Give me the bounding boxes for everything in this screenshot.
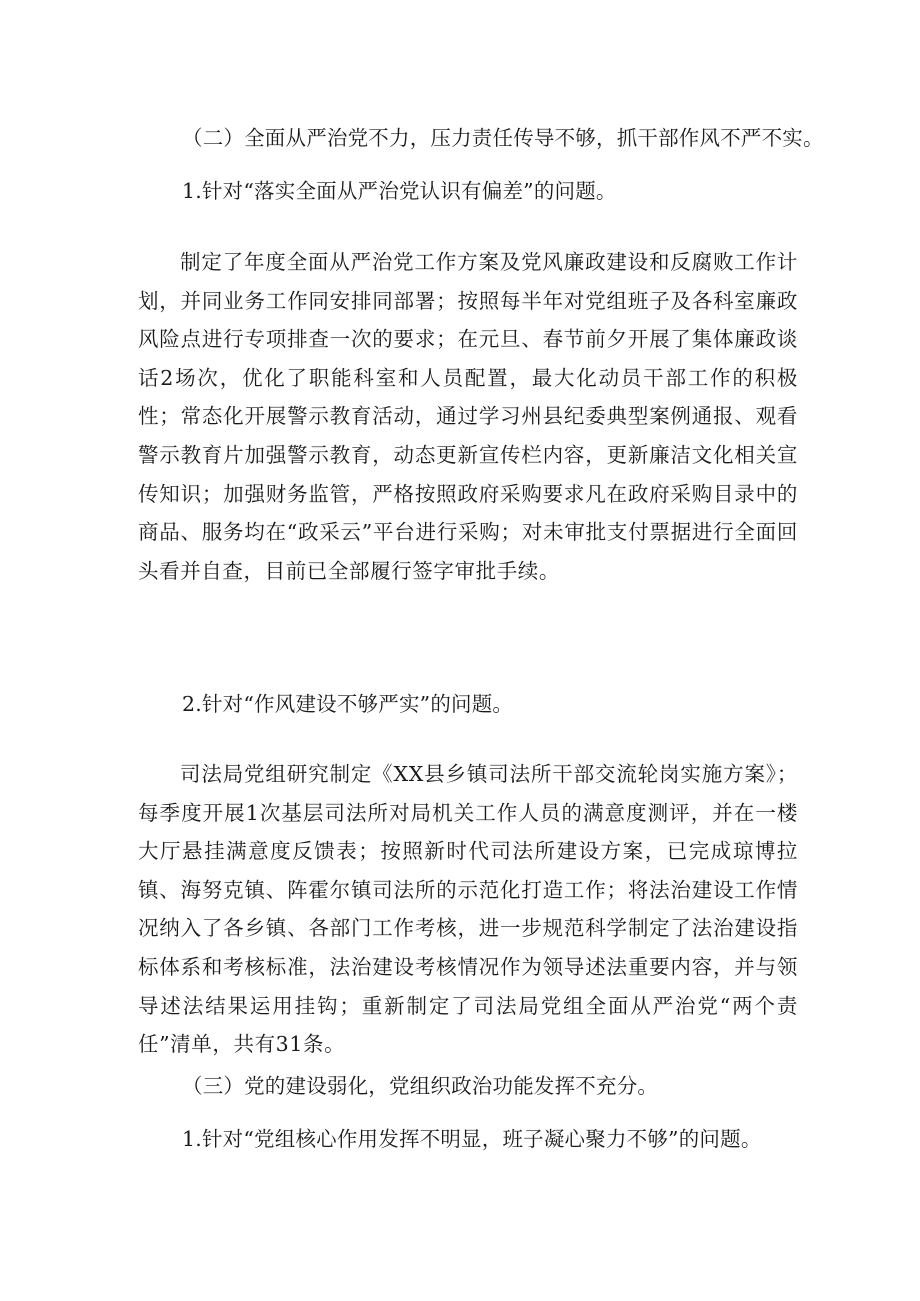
section2-item1-body: 制定了年度全面从严治党工作方案及党风廉政建设和反腐败工作计划，并同业务工作同安排同部署；按照每半年对党组班子及各科室廉政风险点进行专项排查一次的要求；在元旦、春节前夕开展了集体廉政谈话2场次，优化了职能科室和人员配置，最大化动员干部工作的积极性；常态化开展警示教育活动，通过学习州县纪委典型案例通报、观看警示教育片加强警示教育，动态更新宣传栏内容，更新廉洁文化相关宣传知识；加强财务监管，严格按照政府采购要求凡在政府采购目录中的商品、服务均在“政采云”平台进行采购；对未审批支付票据进行全面回头看并自查，目前已全部履行签字审批手续。: [138, 250, 798, 583]
section2-item1-heading: 1.针对“落实全面从严治党认识有偏差”的问题。: [182, 179, 617, 203]
section2-item2-heading: 2.针对“作风建设不够严实”的问题。: [182, 692, 514, 716]
section2-item2-body: 司法局党组研究制定《XX县乡镇司法所干部交流轮岗实施方案》；每季度开展1次基层司法所对局机关工作人员的满意度测评，并在一楼大厅悬挂满意度反馈表；按照新时代司法所建设方案，已完成琼博拉镇、海努克镇、阵霍尔镇司法所的示范化打造工作；将法治建设工作情况纳入了各乡镇、各部门工作考核，进一步规范科学制定了法治建设指标体系和考核标准，法治建设考核情况作为领导述法重要内容，并与领导述法结果运用挂钩；重新制定了司法局党组全面从严治党“两个责任”清单，共有31条。: [138, 762, 798, 1057]
section3-heading: （三）党的建设弱化，党组织政治功能发挥不充分。: [182, 1074, 659, 1098]
section2-heading: （二）全面从严治党不力，压力责任传导不够，抓干部作风不严不实。: [182, 126, 824, 150]
section3-item1-heading: 1.针对“党组核心作用发挥不明显，班子凝心聚力不够”的问题。: [182, 1127, 762, 1151]
